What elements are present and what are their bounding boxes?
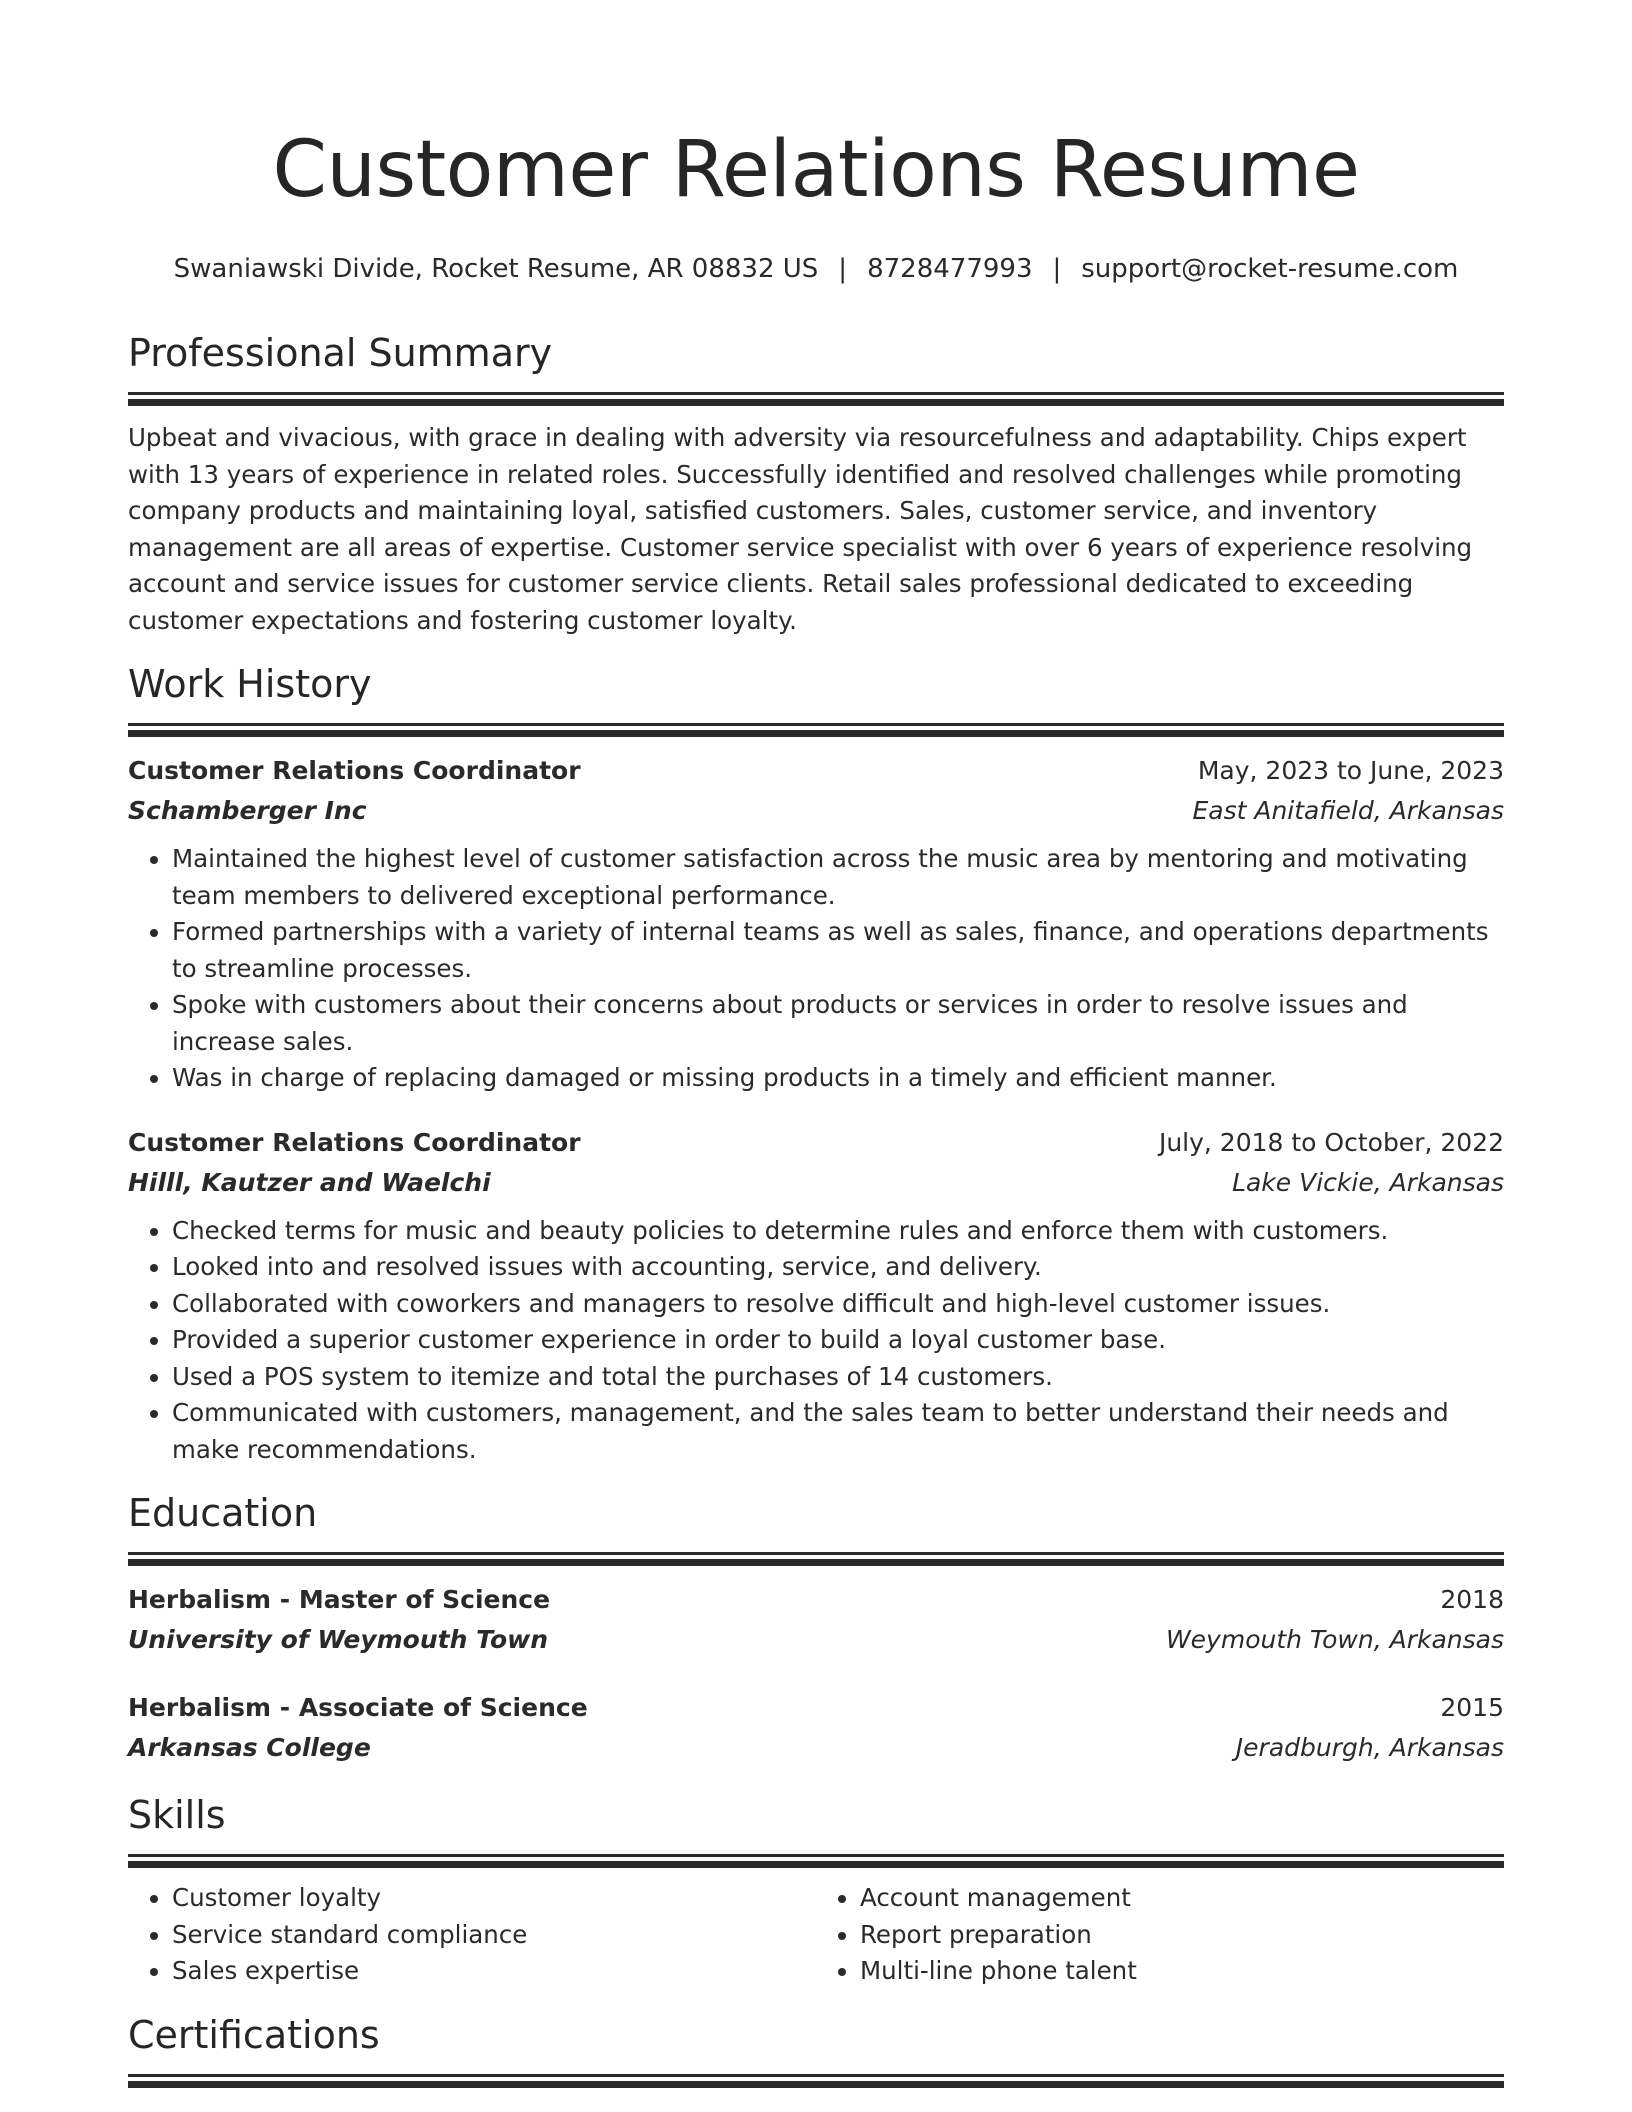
job-title: Customer Relations Coordinator (128, 1127, 581, 1157)
education-location: Weymouth Town, Arkansas (1165, 1625, 1504, 1654)
section-divider (128, 2081, 1504, 2088)
job-entry (128, 1123, 1504, 1469)
job-bullets (128, 841, 1504, 1097)
skills-list (816, 1880, 1504, 1990)
education-degree: Herbalism - Master of Science (128, 1585, 551, 1614)
certifications-section (128, 2010, 1504, 2088)
summary-text: Upbeat and vivacious, with grace in dealing with adversity via resourcefulness and adaptability. Chips expert with 13 years of experience in related roles. Successfully identified and resolved challenges while promoting company products and maintaining loyal, satisfied customers. Sales, customer service, and inventory management are all areas of expertise. Customer service specialist with over 6 years of experience resolving account and service issues for customer service clients. Retail sales professional dedicated to exceeding customer expectations and fostering customer loyalty. (128, 423, 1473, 635)
section-divider (128, 730, 1504, 737)
skills-list (128, 1880, 816, 1990)
summary-section (128, 328, 1504, 639)
education-header (128, 1688, 1504, 1728)
section-divider (128, 1559, 1504, 1566)
section-divider (128, 392, 1504, 395)
job-bullets (128, 1213, 1504, 1469)
skill-item: • Customer loyalty (172, 1880, 816, 1917)
contact-separator: | (1052, 254, 1062, 284)
contact-email: support@rocket-resume.com (1081, 254, 1459, 284)
list-item: • Formed partnerships with a variety of internal teams as well as sales, finance, and operations departments to streamline processes. (172, 914, 1504, 987)
education-year: 2015 (1440, 1693, 1504, 1722)
education-school: University of Weymouth Town (128, 1625, 549, 1654)
education-section (128, 1488, 1504, 1768)
job-subheader (128, 1163, 1504, 1203)
skill-item: • Sales expertise (172, 1953, 816, 1990)
section-divider (128, 1861, 1504, 1868)
list-item: • Checked terms for music and beauty policies to determine rules and enforce them with customers. (172, 1213, 1504, 1250)
skills-column-right (816, 1880, 1504, 1990)
education-header (128, 1580, 1504, 1620)
job-company: Hilll, Kautzer and Waelchi (128, 1167, 491, 1197)
resume-title: Customer Relations Resume (272, 125, 1360, 215)
section-divider (128, 2074, 1504, 2077)
list-item: • Spoke with customers about their concerns about products or services in order to resolve issues and increase sales. (172, 987, 1504, 1060)
work-section (128, 659, 1504, 1468)
job-header (128, 751, 1504, 791)
contact-separator: | (838, 254, 848, 284)
list-item: • Used a POS system to itemize and total the purchases of 14 customers. (172, 1359, 1504, 1396)
section-divider (128, 1854, 1504, 1857)
education-year: 2018 (1440, 1585, 1504, 1614)
education-subheader (128, 1620, 1504, 1660)
contact-address: Swaniawski Divide, Rocket Resume, AR 08832 US (173, 254, 819, 284)
section-heading-summary: Professional Summary (128, 331, 553, 375)
job-entry (128, 751, 1504, 1097)
skill-item: • Service standard compliance (172, 1917, 816, 1954)
section-divider (128, 723, 1504, 726)
skills-section (128, 1790, 1504, 1990)
job-location: East Anitafield, Arkansas (1192, 796, 1504, 825)
job-subheader (128, 791, 1504, 831)
section-heading-skills: Skills (128, 1793, 226, 1837)
education-entry (128, 1580, 1504, 1660)
section-divider (128, 1552, 1504, 1555)
education-school: Arkansas College (128, 1733, 371, 1762)
list-item: • Collaborated with coworkers and managers to resolve difficult and high-level customer issues. (172, 1286, 1504, 1323)
section-heading-education: Education (128, 1491, 318, 1535)
skill-item: • Account management (860, 1880, 1504, 1917)
skill-item: • Multi-line phone talent (860, 1953, 1504, 1990)
skills-grid (128, 1880, 1504, 1990)
job-location: Lake Vickie, Arkansas (1232, 1167, 1504, 1197)
job-company: Schamberger Inc (128, 796, 367, 825)
contact-phone: 8728477993 (867, 254, 1033, 284)
job-dates: July, 2018 to October, 2022 (1158, 1127, 1504, 1157)
section-heading-certifications: Certifications (128, 2012, 380, 2057)
section-heading-work: Work History (128, 662, 372, 706)
list-item: • Provided a superior customer experience in order to build a loyal customer base. (172, 1322, 1504, 1359)
list-item: • Was in charge of replacing damaged or missing products in a timely and efficient manner. (172, 1060, 1504, 1097)
list-item: • Maintained the highest level of customer satisfaction across the music area by mentoring and motivating team members to delivered exceptional performance. (172, 841, 1504, 914)
education-subheader (128, 1728, 1504, 1768)
section-divider (128, 399, 1504, 406)
skills-column-left (128, 1880, 816, 1990)
skill-item: • Report preparation (860, 1917, 1504, 1954)
contact-line (128, 252, 1504, 286)
education-entry (128, 1688, 1504, 1768)
education-location: Jeradburgh, Arkansas (1235, 1733, 1504, 1762)
list-item: • Communicated with customers, management, and the sales team to better understand their needs and make recommendations. (172, 1395, 1504, 1468)
job-title: Customer Relations Coordinator (128, 756, 581, 785)
education-degree: Herbalism - Associate of Science (128, 1693, 588, 1722)
job-dates: May, 2023 to June, 2023 (1197, 756, 1504, 785)
list-item: • Looked into and resolved issues with accounting, service, and delivery. (172, 1249, 1504, 1286)
job-header (128, 1123, 1504, 1163)
